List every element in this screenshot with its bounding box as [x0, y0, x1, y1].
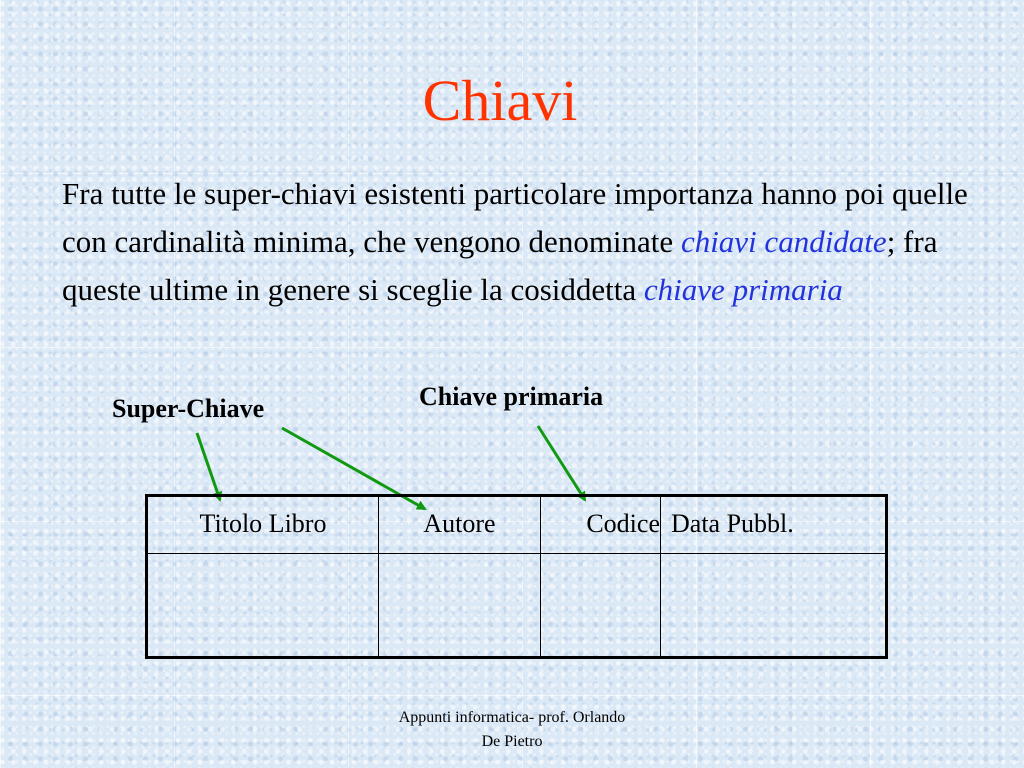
header-data-pubbl: Data Pubbl.	[661, 496, 887, 554]
footer-line-1: Appunti informatica- prof. Orlando	[398, 709, 626, 726]
emphasis-chiave-primaria: chiave primaria	[643, 272, 843, 307]
table-cell	[661, 554, 887, 658]
primary-key-label: Chiave primaria	[419, 382, 604, 411]
body-paragraph	[62, 170, 982, 314]
table-row	[147, 554, 887, 658]
table-cell	[147, 554, 379, 658]
footer	[362, 706, 662, 754]
emphasis-chiavi-candidate: chiavi candidate	[680, 224, 887, 259]
paragraph-text-1: Fra tutte le super-chiavi esistenti particolare importanza hanno poi quelle con cardinalità minima, che vengono denominate	[62, 176, 968, 259]
header-codice: Codice	[541, 496, 661, 554]
paragraph-text-2: ; fra queste ultime in genere si sceglie la cosiddetta	[62, 224, 938, 307]
footer-line-2: De Pietro	[481, 733, 543, 750]
table-cell	[541, 554, 661, 658]
table-cell	[379, 554, 541, 658]
table-header-row	[147, 496, 887, 554]
slide-title: Chiavi	[422, 68, 578, 133]
book-table	[145, 494, 888, 659]
header-autore: Autore	[379, 496, 541, 554]
super-key-label: Super-Chiave	[112, 394, 265, 423]
super-key-arrow-to-titolo	[197, 433, 220, 500]
primary-key-arrow-to-codice	[538, 426, 585, 500]
header-titolo-libro: Titolo Libro	[147, 496, 379, 554]
